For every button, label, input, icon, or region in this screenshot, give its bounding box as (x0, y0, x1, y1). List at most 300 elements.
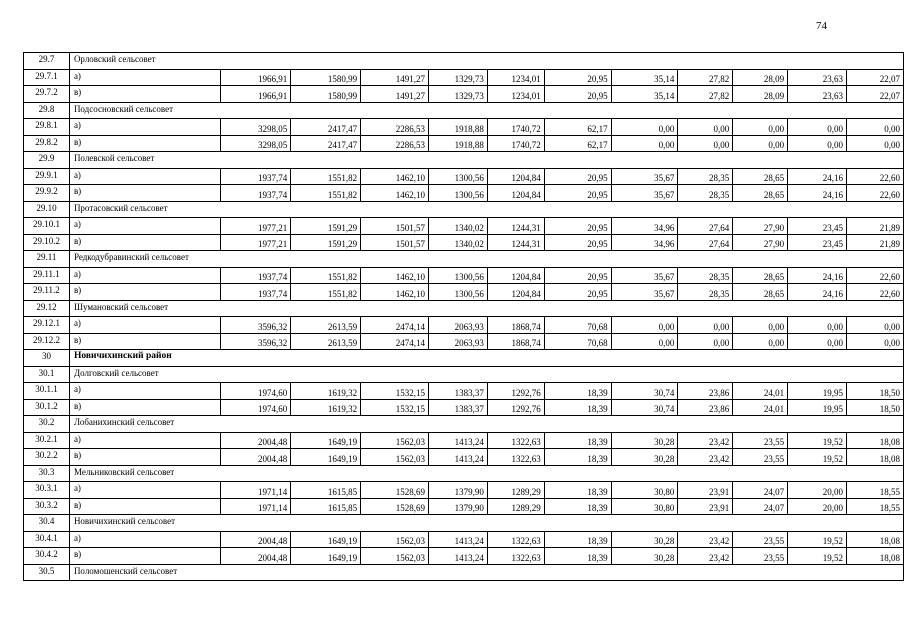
value-cell: 0,00 (678, 119, 733, 136)
value-cell: 18,08 (847, 432, 904, 449)
row-code: 29.12.2 (24, 333, 70, 350)
value-cell: 2417,47 (291, 119, 361, 136)
value-cell: 1591,29 (291, 234, 361, 251)
value-cell: 0,00 (788, 333, 847, 350)
value-cell: 1462,10 (361, 284, 429, 301)
section-title: Редкодубравинский сельсовет (69, 251, 903, 268)
value-cell: 28,09 (733, 86, 788, 103)
row-code: 30.3 (24, 465, 70, 482)
value-cell: 0,00 (611, 119, 678, 136)
value-cell: 1974,60 (221, 399, 291, 416)
row-code: 30.4 (24, 515, 70, 532)
value-cell: 1204,84 (487, 267, 544, 284)
section-header-row (24, 416, 904, 433)
row-code: 29.8 (24, 102, 70, 119)
value-cell: 1562,03 (361, 449, 429, 466)
value-cell: 62,17 (544, 135, 611, 152)
row-variant: а) (69, 69, 220, 86)
value-cell: 23,91 (678, 498, 733, 515)
value-cell: 20,95 (544, 86, 611, 103)
value-cell: 1491,27 (361, 69, 429, 86)
section-header-row (24, 564, 904, 581)
value-cell: 1580,99 (291, 69, 361, 86)
value-cell: 35,67 (611, 185, 678, 202)
value-cell: 20,95 (544, 185, 611, 202)
row-code: 29.9.1 (24, 168, 70, 185)
table-row (24, 119, 904, 136)
value-cell: 1322,63 (487, 548, 544, 565)
table-row (24, 333, 904, 350)
section-header-row (24, 102, 904, 119)
value-cell: 28,35 (678, 284, 733, 301)
row-variant: а) (69, 267, 220, 284)
value-cell: 24,01 (733, 399, 788, 416)
row-code: 29.11.2 (24, 284, 70, 301)
value-cell: 1300,56 (428, 185, 487, 202)
value-cell: 18,50 (847, 383, 904, 400)
value-cell: 0,00 (611, 317, 678, 334)
value-cell: 1383,37 (428, 399, 487, 416)
section-title: Поломошенский сельсовет (69, 564, 903, 581)
value-cell: 28,65 (733, 284, 788, 301)
value-cell: 28,35 (678, 168, 733, 185)
row-code: 29.12 (24, 300, 70, 317)
value-cell: 30,74 (611, 399, 678, 416)
value-cell: 18,50 (847, 399, 904, 416)
row-variant: в) (69, 234, 220, 251)
value-cell: 1649,19 (291, 548, 361, 565)
row-code: 29.10.2 (24, 234, 70, 251)
value-cell: 1329,73 (428, 69, 487, 86)
value-cell: 1289,29 (487, 482, 544, 499)
value-cell: 0,00 (847, 135, 904, 152)
value-cell: 27,82 (678, 86, 733, 103)
value-cell: 0,00 (788, 119, 847, 136)
value-cell: 1649,19 (291, 531, 361, 548)
value-cell: 1379,90 (428, 498, 487, 515)
section-title: Долговский сельсовет (69, 366, 903, 383)
value-cell: 18,39 (544, 399, 611, 416)
row-code: 29.11 (24, 251, 70, 268)
row-variant: в) (69, 86, 220, 103)
value-cell: 1462,10 (361, 168, 429, 185)
row-variant: а) (69, 218, 220, 235)
row-variant: а) (69, 119, 220, 136)
value-cell: 22,60 (847, 185, 904, 202)
value-cell: 0,00 (788, 135, 847, 152)
value-cell: 1491,27 (361, 86, 429, 103)
value-cell: 2286,53 (361, 119, 429, 136)
value-cell: 19,52 (788, 432, 847, 449)
value-cell: 30,28 (611, 548, 678, 565)
value-cell: 20,95 (544, 168, 611, 185)
section-header-row (24, 515, 904, 532)
value-cell: 2004,48 (221, 432, 291, 449)
value-cell: 1971,14 (221, 482, 291, 499)
value-cell: 20,00 (788, 498, 847, 515)
section-header-row (24, 152, 904, 169)
row-code: 30.5 (24, 564, 70, 581)
value-cell: 1532,15 (361, 383, 429, 400)
row-variant: а) (69, 383, 220, 400)
value-cell: 27,90 (733, 234, 788, 251)
value-cell: 27,82 (678, 69, 733, 86)
value-cell: 1322,63 (487, 531, 544, 548)
value-cell: 1244,31 (487, 218, 544, 235)
value-cell: 1649,19 (291, 449, 361, 466)
value-cell: 30,74 (611, 383, 678, 400)
value-cell: 35,14 (611, 69, 678, 86)
value-cell: 1204,84 (487, 185, 544, 202)
value-cell: 3596,32 (221, 317, 291, 334)
row-code: 30.2.2 (24, 449, 70, 466)
row-variant: а) (69, 531, 220, 548)
value-cell: 1413,24 (428, 449, 487, 466)
value-cell: 3596,32 (221, 333, 291, 350)
table-row (24, 399, 904, 416)
value-cell: 22,60 (847, 284, 904, 301)
value-cell: 30,28 (611, 531, 678, 548)
value-cell: 62,17 (544, 119, 611, 136)
row-code: 30.4.2 (24, 548, 70, 565)
value-cell: 1918,88 (428, 119, 487, 136)
row-variant: а) (69, 168, 220, 185)
row-code: 29.8.2 (24, 135, 70, 152)
value-cell: 23,63 (788, 86, 847, 103)
value-cell: 2004,48 (221, 531, 291, 548)
value-cell: 2004,48 (221, 548, 291, 565)
row-variant: в) (69, 548, 220, 565)
value-cell: 18,55 (847, 482, 904, 499)
table-row (24, 317, 904, 334)
value-cell: 20,95 (544, 218, 611, 235)
value-cell: 23,45 (788, 218, 847, 235)
section-title: Лобанихинский сельсовет (69, 416, 903, 433)
value-cell: 0,00 (678, 135, 733, 152)
value-cell: 1966,91 (221, 69, 291, 86)
value-cell: 23,55 (733, 531, 788, 548)
value-cell: 24,16 (788, 267, 847, 284)
value-cell: 1966,91 (221, 86, 291, 103)
value-cell: 1204,84 (487, 168, 544, 185)
value-cell: 35,67 (611, 267, 678, 284)
row-code: 29.7 (24, 53, 70, 70)
value-cell: 21,89 (847, 234, 904, 251)
value-cell: 18,39 (544, 383, 611, 400)
value-cell: 18,08 (847, 531, 904, 548)
value-cell: 18,39 (544, 482, 611, 499)
row-code: 30.3.1 (24, 482, 70, 499)
value-cell: 1977,21 (221, 234, 291, 251)
value-cell: 35,67 (611, 284, 678, 301)
value-cell: 19,95 (788, 399, 847, 416)
value-cell: 1501,57 (361, 218, 429, 235)
value-cell: 2613,59 (291, 333, 361, 350)
value-cell: 18,08 (847, 449, 904, 466)
value-cell: 1562,03 (361, 548, 429, 565)
value-cell: 1562,03 (361, 432, 429, 449)
value-cell: 28,35 (678, 267, 733, 284)
value-cell: 0,00 (733, 135, 788, 152)
value-cell: 1971,14 (221, 498, 291, 515)
value-cell: 23,45 (788, 234, 847, 251)
value-cell: 20,95 (544, 267, 611, 284)
value-cell: 1292,76 (487, 383, 544, 400)
table-body (24, 53, 904, 581)
value-cell: 1868,74 (487, 317, 544, 334)
row-variant: в) (69, 135, 220, 152)
table-row (24, 267, 904, 284)
value-cell: 30,80 (611, 498, 678, 515)
row-code: 30.1 (24, 366, 70, 383)
value-cell: 0,00 (847, 333, 904, 350)
row-variant: а) (69, 317, 220, 334)
value-cell: 2474,14 (361, 333, 429, 350)
value-cell: 1974,60 (221, 383, 291, 400)
value-cell: 1528,69 (361, 482, 429, 499)
value-cell: 18,39 (544, 449, 611, 466)
section-header-row (24, 251, 904, 268)
value-cell: 23,63 (788, 69, 847, 86)
value-cell: 19,95 (788, 383, 847, 400)
value-cell: 23,55 (733, 432, 788, 449)
value-cell: 1289,29 (487, 498, 544, 515)
value-cell: 19,52 (788, 531, 847, 548)
section-title: Полевской сельсовет (69, 152, 903, 169)
row-code: 29.11.1 (24, 267, 70, 284)
row-variant: в) (69, 449, 220, 466)
value-cell: 1300,56 (428, 168, 487, 185)
row-code: 29.7.2 (24, 86, 70, 103)
tariff-table (23, 52, 904, 581)
value-cell: 1551,82 (291, 267, 361, 284)
value-cell: 1619,32 (291, 399, 361, 416)
value-cell: 0,00 (611, 135, 678, 152)
value-cell: 18,39 (544, 432, 611, 449)
value-cell: 18,39 (544, 531, 611, 548)
value-cell: 1551,82 (291, 185, 361, 202)
value-cell: 2004,48 (221, 449, 291, 466)
value-cell: 23,86 (678, 383, 733, 400)
value-cell: 35,67 (611, 168, 678, 185)
value-cell: 34,96 (611, 234, 678, 251)
row-code: 30.2.1 (24, 432, 70, 449)
row-variant: в) (69, 333, 220, 350)
row-code: 29.9.2 (24, 185, 70, 202)
value-cell: 21,89 (847, 218, 904, 235)
row-variant: а) (69, 482, 220, 499)
value-cell: 23,55 (733, 449, 788, 466)
value-cell: 1918,88 (428, 135, 487, 152)
value-cell: 1379,90 (428, 482, 487, 499)
section-header-row (24, 366, 904, 383)
value-cell: 1591,29 (291, 218, 361, 235)
section-title: Шумановский сельсовет (69, 300, 903, 317)
value-cell: 1977,21 (221, 218, 291, 235)
value-cell: 18,55 (847, 498, 904, 515)
section-title: Новичихинский сельсовет (69, 515, 903, 532)
row-code: 30 (24, 350, 70, 367)
section-title: Протасовский сельсовет (69, 201, 903, 218)
value-cell: 34,96 (611, 218, 678, 235)
value-cell: 1413,24 (428, 432, 487, 449)
value-cell: 3298,05 (221, 135, 291, 152)
row-code: 29.10.1 (24, 218, 70, 235)
row-code: 30.1.2 (24, 399, 70, 416)
page-number: 74 (816, 20, 827, 32)
value-cell: 1532,15 (361, 399, 429, 416)
value-cell: 0,00 (678, 333, 733, 350)
value-cell: 0,00 (788, 317, 847, 334)
value-cell: 1322,63 (487, 449, 544, 466)
section-title: Орловский сельсовет (69, 53, 903, 70)
value-cell: 28,09 (733, 69, 788, 86)
district-header-row (24, 350, 904, 367)
value-cell: 0,00 (847, 317, 904, 334)
value-cell: 22,60 (847, 267, 904, 284)
value-cell: 27,90 (733, 218, 788, 235)
table-row (24, 432, 904, 449)
value-cell: 1740,72 (487, 119, 544, 136)
table-row (24, 69, 904, 86)
value-cell: 1300,56 (428, 284, 487, 301)
table-row (24, 135, 904, 152)
value-cell: 18,39 (544, 548, 611, 565)
value-cell: 1740,72 (487, 135, 544, 152)
value-cell: 2286,53 (361, 135, 429, 152)
value-cell: 24,07 (733, 482, 788, 499)
value-cell: 2063,93 (428, 317, 487, 334)
district-title: Новичихинский район (69, 350, 903, 367)
row-code: 29.10 (24, 201, 70, 218)
value-cell: 22,07 (847, 69, 904, 86)
section-header-row (24, 53, 904, 70)
table-row (24, 218, 904, 235)
row-code: 30.2 (24, 416, 70, 433)
value-cell: 0,00 (733, 333, 788, 350)
value-cell: 22,60 (847, 168, 904, 185)
value-cell: 1462,10 (361, 185, 429, 202)
table-row (24, 482, 904, 499)
value-cell: 1562,03 (361, 531, 429, 548)
value-cell: 18,08 (847, 548, 904, 565)
value-cell: 24,16 (788, 185, 847, 202)
value-cell: 0,00 (678, 317, 733, 334)
value-cell: 19,52 (788, 449, 847, 466)
value-cell: 1383,37 (428, 383, 487, 400)
value-cell: 35,14 (611, 86, 678, 103)
row-variant: в) (69, 399, 220, 416)
value-cell: 27,64 (678, 218, 733, 235)
table-row (24, 531, 904, 548)
value-cell: 20,00 (788, 482, 847, 499)
row-code: 29.7.1 (24, 69, 70, 86)
value-cell: 1340,02 (428, 218, 487, 235)
value-cell: 23,42 (678, 432, 733, 449)
value-cell: 1340,02 (428, 234, 487, 251)
table-row (24, 86, 904, 103)
table-row (24, 185, 904, 202)
value-cell: 1937,74 (221, 168, 291, 185)
value-cell: 1615,85 (291, 482, 361, 499)
value-cell: 1322,63 (487, 432, 544, 449)
value-cell: 30,80 (611, 482, 678, 499)
table-row (24, 498, 904, 515)
value-cell: 20,95 (544, 69, 611, 86)
value-cell: 28,65 (733, 168, 788, 185)
value-cell: 1234,01 (487, 86, 544, 103)
section-title: Подсосновский сельсовет (69, 102, 903, 119)
value-cell: 24,07 (733, 498, 788, 515)
section-header-row (24, 300, 904, 317)
value-cell: 1580,99 (291, 86, 361, 103)
value-cell: 1413,24 (428, 531, 487, 548)
value-cell: 1204,84 (487, 284, 544, 301)
row-code: 29.8.1 (24, 119, 70, 136)
value-cell: 1619,32 (291, 383, 361, 400)
value-cell: 1551,82 (291, 284, 361, 301)
row-code: 30.3.2 (24, 498, 70, 515)
value-cell: 1501,57 (361, 234, 429, 251)
value-cell: 2063,93 (428, 333, 487, 350)
row-variant: в) (69, 498, 220, 515)
table-row (24, 168, 904, 185)
value-cell: 23,42 (678, 531, 733, 548)
value-cell: 1234,01 (487, 69, 544, 86)
value-cell: 2613,59 (291, 317, 361, 334)
row-variant: в) (69, 284, 220, 301)
table-row (24, 449, 904, 466)
value-cell: 1937,74 (221, 267, 291, 284)
value-cell: 1292,76 (487, 399, 544, 416)
value-cell: 1649,19 (291, 432, 361, 449)
value-cell: 28,65 (733, 185, 788, 202)
value-cell: 23,91 (678, 482, 733, 499)
value-cell: 27,64 (678, 234, 733, 251)
value-cell: 24,01 (733, 383, 788, 400)
table-row (24, 548, 904, 565)
section-header-row (24, 465, 904, 482)
row-variant: а) (69, 432, 220, 449)
section-title: Мельниковский сельсовет (69, 465, 903, 482)
value-cell: 0,00 (733, 317, 788, 334)
value-cell: 23,55 (733, 548, 788, 565)
value-cell: 1329,73 (428, 86, 487, 103)
value-cell: 0,00 (733, 119, 788, 136)
value-cell: 19,52 (788, 548, 847, 565)
value-cell: 1551,82 (291, 168, 361, 185)
value-cell: 1528,69 (361, 498, 429, 515)
value-cell: 70,68 (544, 317, 611, 334)
value-cell: 0,00 (847, 119, 904, 136)
value-cell: 0,00 (611, 333, 678, 350)
value-cell: 28,35 (678, 185, 733, 202)
value-cell: 24,16 (788, 284, 847, 301)
value-cell: 20,95 (544, 234, 611, 251)
value-cell: 3298,05 (221, 119, 291, 136)
value-cell: 23,42 (678, 449, 733, 466)
value-cell: 1300,56 (428, 267, 487, 284)
value-cell: 22,07 (847, 86, 904, 103)
row-code: 30.1.1 (24, 383, 70, 400)
value-cell: 23,42 (678, 548, 733, 565)
value-cell: 30,28 (611, 432, 678, 449)
value-cell: 1937,74 (221, 185, 291, 202)
table-row (24, 284, 904, 301)
row-code: 30.4.1 (24, 531, 70, 548)
table-row (24, 383, 904, 400)
value-cell: 70,68 (544, 333, 611, 350)
